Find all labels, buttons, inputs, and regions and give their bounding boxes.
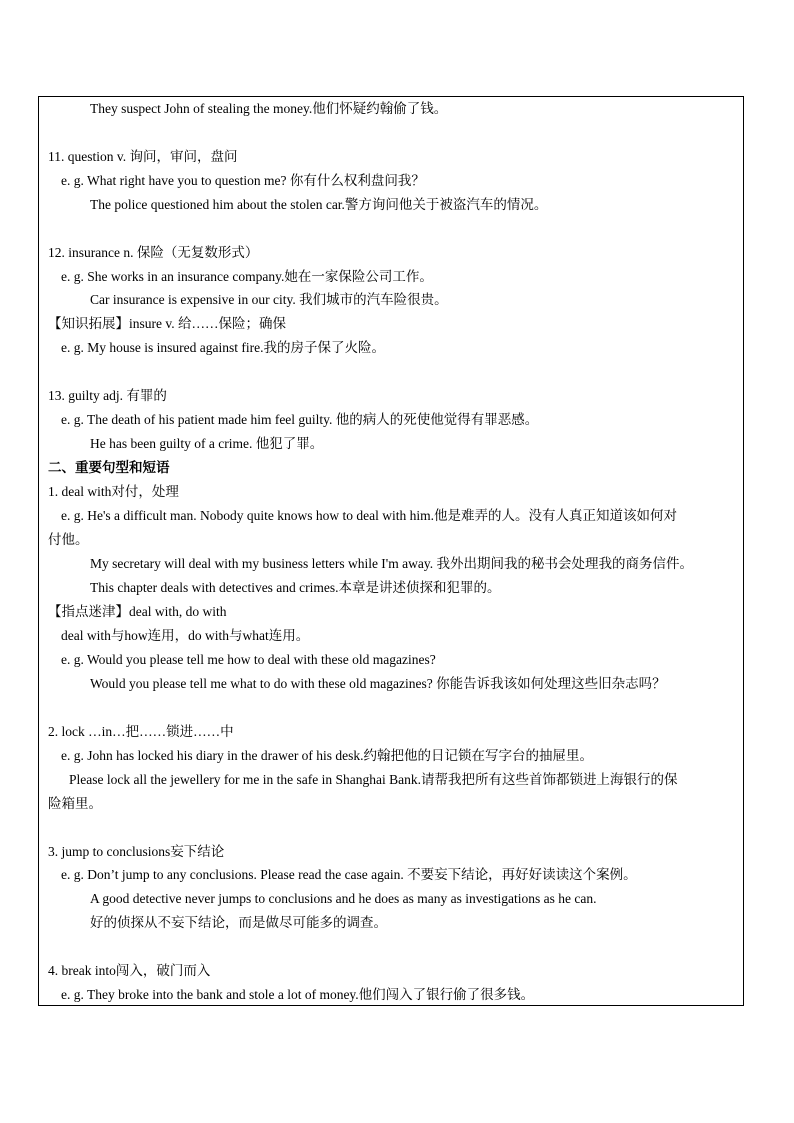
- content-frame: [38, 96, 744, 1006]
- text-line: deal with与how连用，do with与what连用。: [61, 628, 310, 643]
- text-line: e. g. She works in an insurance company.她在一家保险公司工作。: [61, 269, 433, 284]
- text-line: Please lock all the jewellery for me in the safe in Shanghai Bank.请帮我把所有这些首饰都锁进上海银行的保: [69, 772, 678, 787]
- text-line: e. g. They broke into the bank and stole a lot of money.他们闯入了银行偷了很多钱。: [61, 987, 535, 1002]
- text-line: Would you please tell me what to do with these old magazines? 你能告诉我该如何处理这些旧杂志吗？: [90, 676, 666, 691]
- text-line: e. g. What right have you to question me? 你有什么权利盘问我？: [61, 173, 425, 188]
- phrase-heading: 3. jump to conclusions妄下结论: [48, 844, 225, 859]
- text-line: Car insurance is expensive in our city. 我们城市的汽车险很贵。: [90, 292, 448, 307]
- phrase-heading: 4. break into闯入，破门而入: [48, 963, 211, 978]
- text-line: e. g. He's a difficult man. Nobody quite knows how to deal with him.他是难弄的人。没有人真正知道该如何对: [61, 508, 678, 523]
- tip-note: 【指点迷津】deal with, do with: [48, 604, 227, 619]
- vocab-heading: 12. insurance n. 保险（无复数形式）: [48, 245, 259, 260]
- phrase-heading: 1. deal with对付，处理: [48, 484, 179, 499]
- text-line: My secretary will deal with my business letters while I'm away. 我外出期间我的秘书会处理我的商务信件。: [90, 556, 693, 571]
- text-line: He has been guilty of a crime. 他犯了罪。: [90, 436, 324, 451]
- text-line: e. g. Would you please tell me how to deal with these old magazines?: [61, 652, 436, 667]
- vocab-heading: 13. guilty adj. 有罪的: [48, 388, 167, 403]
- text-line: 险箱里。: [48, 796, 102, 811]
- text-line: e. g. The death of his patient made him feel guilty. 他的病人的死使他觉得有罪恶感。: [61, 412, 539, 427]
- phrase-heading: 2. lock …in…把……锁进……中: [48, 724, 234, 739]
- text-line: The police questioned him about the stolen car.警方询问他关于被盗汽车的情况。: [90, 197, 548, 212]
- text-line: A good detective never jumps to conclusions and he does as many as investigations as he can.: [90, 891, 597, 906]
- text-line: 好的侦探从不妄下结论，而是做尽可能多的调查。: [90, 915, 387, 930]
- text-line: They suspect John of stealing the money.他们怀疑约翰偷了钱。: [90, 101, 448, 116]
- knowledge-note: 【知识拓展】insure v. 给……保险；确保: [48, 316, 286, 331]
- text-line: e. g. John has locked his diary in the drawer of his desk.约翰把他的日记锁在写字台的抽屉里。: [61, 748, 594, 763]
- text-line: e. g. My house is insured against fire.我的房子保了火险。: [61, 340, 385, 355]
- text-line: This chapter deals with detectives and crimes.本章是讲述侦探和犯罪的。: [90, 580, 501, 595]
- text-line: 付他。: [48, 532, 89, 547]
- section-heading: 二、重要句型和短语: [48, 460, 170, 476]
- text-line: e. g. Don’t jump to any conclusions. Please read the case again. 不要妄下结论，再好好读读这个案例。: [61, 867, 637, 882]
- vocab-heading: 11. question v. 询问，审问，盘问: [48, 149, 238, 164]
